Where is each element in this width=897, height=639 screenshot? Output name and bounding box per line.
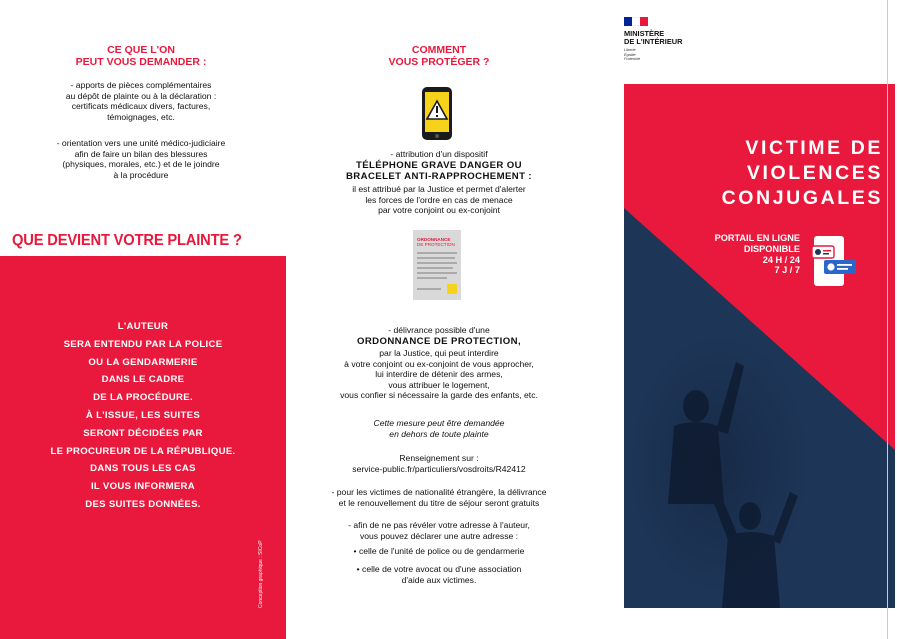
phone-warning-icon bbox=[421, 86, 453, 146]
info-block: Renseignement sur : service-public.fr/particuliers/vosdroits/R42412 bbox=[310, 453, 568, 474]
order-description: par la Justice, qui peut interdire à votre conjoint ou ex-conjoint de vous approcher, lui interdire de détenir des armes, vous attribuer le logement, vous confier si nécessaire la garde des enfants, etc. bbox=[340, 348, 538, 401]
protection-order-document-icon bbox=[413, 230, 461, 300]
republic-motto: Liberté Égalité Fraternité bbox=[624, 48, 641, 62]
address-option-1: • celle de l'unité de police ou de gendarmerie bbox=[353, 546, 525, 556]
complaint-panel bbox=[0, 256, 286, 639]
address-note: - afin de ne pas révéler votre adresse à l'auteur, vous pouvez déclarer une autre adresse : bbox=[348, 520, 530, 541]
design-credit: Conception graphique : SICoP bbox=[258, 540, 264, 608]
complaint-text: L'AUTEUR SERA ENTENDU PAR LA POLICE OU LA GENDARMERIE DANS LE CADRE DE LA PROCÉDURE. À L'ISSUE, LES SUITES SERONT DÉCIDÉES PAR LE PROCUREUR DE LA RÉPUBLIQUE. DANS TOUS LES CAS IL VOUS INFORMERA DES SUITES DONNÉES. bbox=[50, 321, 236, 510]
order-heading: ORDONNANCE DE PROTECTION, bbox=[356, 336, 522, 347]
ask-list-2: - orientation vers une unité médico-judiciaire afin de faire un bilan des blessures (physiques, morales, etc.) et de le joindre à la procédure bbox=[56, 138, 226, 180]
phone-description: il est attribué par la Justice et permet d'alerter les forces de l'ordre en cas de menace par votre conjoint ou ex-conjoint bbox=[352, 184, 526, 216]
cover-title: VICTIME DE VIOLENCES CONJUGALES bbox=[721, 137, 883, 209]
no-complaint-note: Cette mesure peut être demandée en dehors de toute plainte bbox=[373, 418, 505, 439]
info-url: service-public.fr/particuliers/vosdroits/R42412 bbox=[352, 463, 526, 474]
ask-title: CE QUE L'ON PEUT VOUS DEMANDER : bbox=[75, 44, 207, 68]
page-edge-line bbox=[887, 0, 888, 639]
doc-icon-title: ORDONNANCE DE PROTECTION bbox=[417, 237, 455, 248]
protect-title: COMMENT VOUS PROTÉGER ? bbox=[388, 44, 490, 68]
foreign-victims-note: - pour les victimes de nationalité étrangère, la délivrance et le renouvellement du titre de séjour seront gratuits bbox=[331, 487, 547, 508]
complaint-title: QUE DEVIENT VOTRE PLAINTE ? bbox=[12, 232, 242, 249]
online-portal-info: PORTAIL EN LIGNE DISPONIBLE 24 H / 24 7 J / 7 bbox=[714, 233, 800, 276]
phone-device-heading: TÉLÉPHONE GRAVE DANGER OU BRACELET ANTI-RAPPROCHEMENT : bbox=[345, 160, 533, 182]
address-option-2: • celle de votre avocat ou d'une association d'aide aux victimes. bbox=[356, 564, 522, 585]
phone-intro: - attribution d'un dispositif bbox=[390, 149, 488, 159]
ministry-name: MINISTÈRE DE L'INTÉRIEUR bbox=[624, 29, 683, 47]
ask-list-1: - apports de pièces complémentaires au dépôt de plainte ou à la déclaration : certificats médicaux divers, factures, témoignages, etc. bbox=[65, 80, 217, 122]
online-form-icon bbox=[810, 234, 858, 295]
order-intro: - délivrance possible d'une bbox=[388, 325, 490, 335]
french-flag-logo bbox=[624, 17, 648, 26]
cover-panel bbox=[624, 84, 895, 608]
